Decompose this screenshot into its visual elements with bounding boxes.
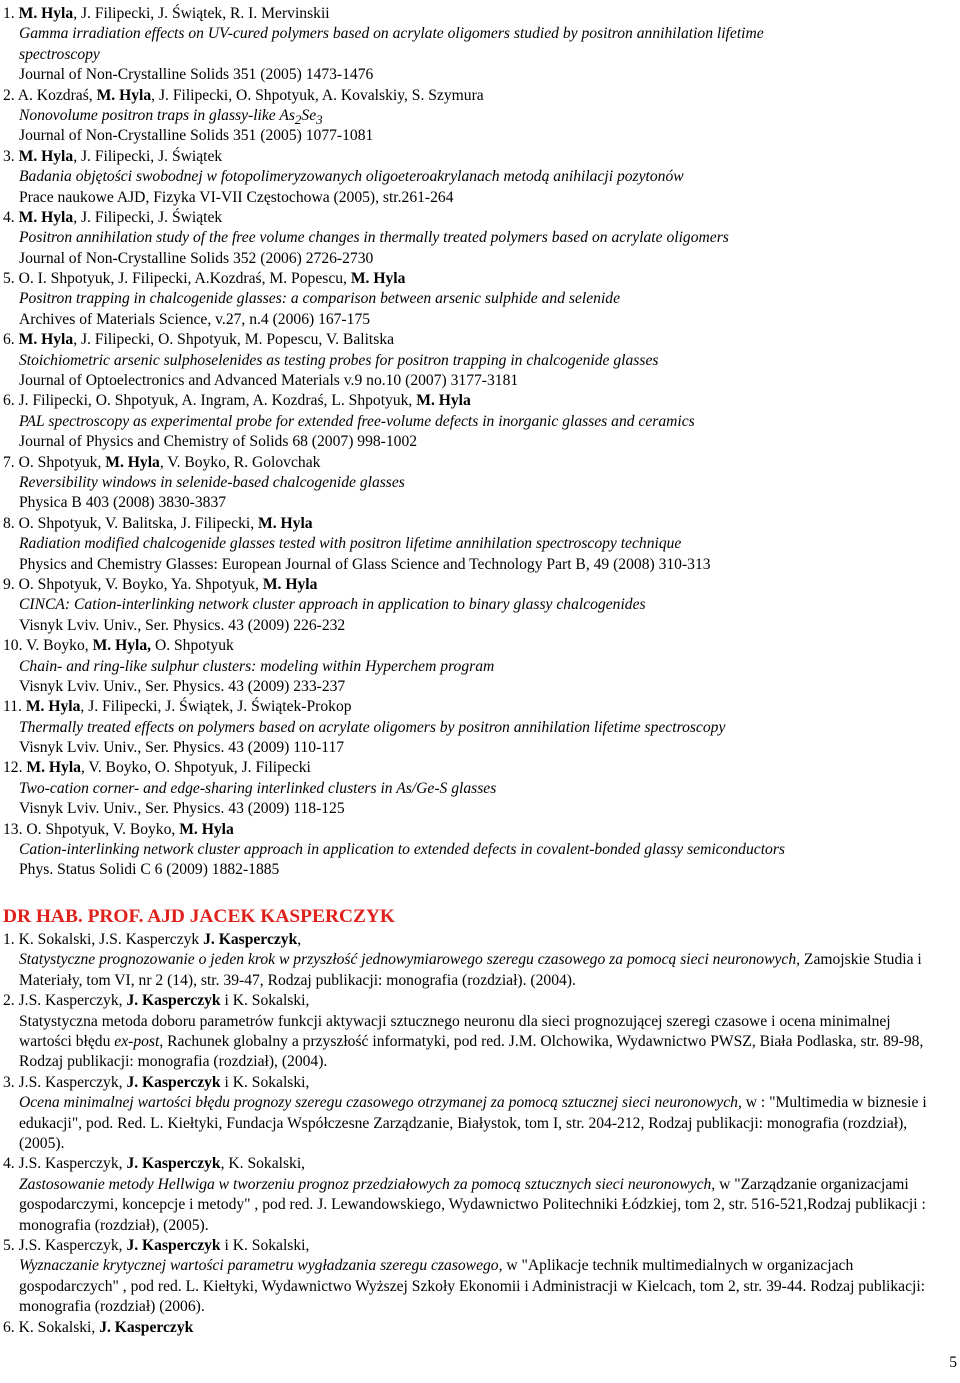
entry-authors xyxy=(3,697,933,717)
entry-title: Chain- and ring-like sulphur clusters: modeling within Hyperchem program xyxy=(19,657,495,675)
author-text: i K. Sokalski, xyxy=(220,1237,310,1255)
entry-source: Phys. Status Solidi C 6 (2009) 1882-1885 xyxy=(19,861,280,879)
entry-authors xyxy=(3,636,933,656)
entry-title: ex-post xyxy=(114,1033,160,1050)
entry-source: Journal of Non-Crystalline Solids 352 (2006) 2726-2730 xyxy=(19,249,374,267)
entry-number: 10. xyxy=(3,637,23,655)
entry-authors xyxy=(3,575,933,595)
entry-title xyxy=(3,106,933,126)
section-heading: DR HAB. PROF. AJD JACEK KASPERCZYK xyxy=(3,906,395,927)
publication-entry xyxy=(3,697,933,758)
section-kasperczyk xyxy=(3,904,933,1338)
entry-authors xyxy=(3,930,933,950)
entry-source: w "Aplikacje technik multimedialnych w organizacjach gospodarczych" , pod red. L. Kiełtyki, Wydawnictwo Wyższej Szkoły Ekonomii i Administracji w Kielcach, tom 2, str. 39-44. Rodzaj publikacji: monografia (rozdział) (2006). xyxy=(19,1257,926,1316)
author-text: O. Shpotyuk, V. Boyko, xyxy=(26,820,180,838)
author-highlight: M. Hyla xyxy=(25,698,81,716)
entry-number: 5. xyxy=(3,1237,15,1255)
entry-number: 4. xyxy=(3,208,15,226)
author-text: , xyxy=(297,931,302,948)
author-highlight: M. Hyla xyxy=(18,5,74,22)
entry-number: 2. xyxy=(3,86,15,104)
entry-number: 6. xyxy=(3,331,15,349)
entry-source: , Rachunek globalny a przyszłość informatyki, pod red. J.M. Olchowika, Wydawnictwo PWSZ, Biała Podlaska, str. 89-98, Rodzaj publikacji: monografia (rozdział), (2004). xyxy=(19,1033,924,1071)
author-highlight: M. Hyla xyxy=(18,147,74,165)
entry-title: Positron trapping in chalcogenide glasses: a comparison between arsenic sulphide and selenide xyxy=(19,290,620,308)
publication-entry xyxy=(3,636,933,697)
entry-authors xyxy=(3,758,933,778)
entry-source: Journal of Physics and Chemistry of Solids 68 (2007) 998-1002 xyxy=(19,433,418,451)
entry-title: CINCA: Cation-interlinking network cluster approach in application to binary glassy chalcogenides xyxy=(19,596,646,614)
author-text: , V. Boyko, O. Shpotyuk, J. Filipecki xyxy=(80,759,311,777)
author-text: O. Shpotyuk, xyxy=(18,453,106,471)
entry-title: Thermally treated effects on polymers based on acrylate oligomers by positron annihilation lifetime spectroscopy xyxy=(19,718,726,736)
author-highlight: M. Hyla xyxy=(262,575,318,593)
entry-number: 7. xyxy=(3,453,15,471)
entry-title: spectroscopy xyxy=(19,45,100,63)
publication-entry xyxy=(3,1318,933,1338)
entry-number: 9. xyxy=(3,575,15,593)
author-text: J. Filipecki, O. Shpotyuk, A. Ingram, A. Kozdraś, L. Shpotyuk, xyxy=(18,392,417,410)
publication-entry xyxy=(3,575,933,636)
author-highlight: M. Hyla xyxy=(350,270,406,288)
entry-title: Radiation modified chalcogenide glasses tested with positron lifetime annihilation spectroscopy technique xyxy=(19,535,682,553)
entry-source: w "Zarządzanie organizacjami gospodarczymi, koncepcje i metody" , pod red. J. Lewandowskiego, Wydawnictwo Politechniki Łódzkiej, tom 2, str. 516-521,Rodzaj publikacji : monografia (rozdział), (2005). xyxy=(19,1175,926,1234)
entry-source: Visnyk Lviv. Univ., Ser. Physics. 43 (2009) 226-232 xyxy=(19,616,346,634)
entry-number: 13. xyxy=(3,820,23,838)
entry-number: 2. xyxy=(3,992,15,1010)
entry-authors xyxy=(3,147,933,167)
author-text: J.S. Kasperczyk, xyxy=(18,992,127,1010)
author-text: , J. Filipecki, J. Świątek, J. Świątek-Prokop xyxy=(80,698,352,716)
author-text: i K. Sokalski, xyxy=(220,992,310,1010)
author-text: , J. Filipecki, O. Shpotyuk, M. Popescu, V. Balitska xyxy=(73,331,395,349)
entry-title: Wyznaczanie krytycznej wartości parametru wygładzania szeregu czasowego, xyxy=(19,1257,503,1275)
publication-entry xyxy=(3,930,933,991)
author-text: A. Kozdraś, xyxy=(17,86,97,104)
publication-entry xyxy=(3,1154,933,1236)
title-text: Se xyxy=(301,106,317,124)
author-text: K. Sokalski, J.S. Kasperczyk xyxy=(18,931,204,948)
publication-list-hyla xyxy=(3,4,933,881)
entry-authors xyxy=(3,1318,933,1338)
entry-body xyxy=(3,1012,933,1073)
entry-number: 4. xyxy=(3,1155,15,1173)
author-text: , J. Filipecki, J. Świątek xyxy=(73,208,223,226)
author-highlight: J. Kasperczyk xyxy=(126,992,221,1010)
entry-title: Badania objętości swobodnej w fotopolimeryzowanych oligoeteroakrylanach metodą anihilacji pozytonów xyxy=(19,168,684,186)
publication-entry xyxy=(3,453,933,514)
author-text: , J. Filipecki, O. Shpotyuk, A. Kovalskiy, S. Szymura xyxy=(151,86,484,104)
entry-source: Visnyk Lviv. Univ., Ser. Physics. 43 (2009) 233-237 xyxy=(19,677,346,695)
author-text: O. Shpotyuk, V. Boyko, Ya. Shpotyuk, xyxy=(18,575,263,593)
entry-authors xyxy=(3,208,933,228)
entry-number: 8. xyxy=(3,514,15,532)
publication-entry xyxy=(3,208,933,269)
author-text: K. Sokalski, xyxy=(18,1318,100,1336)
entry-authors xyxy=(3,1236,933,1256)
author-highlight: M. Hyla xyxy=(96,86,152,104)
publication-entry xyxy=(3,269,933,330)
entry-source: w : "Multimedia w biznesie i edukacji", pod. Red. L. Kiełtyki, Fundacja Współczesne Zarządzanie, Białystok, tom I, str. 204-212, Rodzaj publikacji: monografia (rozdział), (2005). xyxy=(19,1094,927,1153)
entry-source: Physics and Chemistry Glasses: European Journal of Glass Science and Technology Part B, 49 (2008) 310-313 xyxy=(19,555,711,573)
author-highlight: J. Kasperczyk xyxy=(126,1073,221,1091)
publication-list-kasperczyk xyxy=(3,930,933,1338)
author-highlight: J. Kasperczyk xyxy=(99,1318,194,1336)
author-text: , J. Filipecki, J. Świątek xyxy=(73,147,223,165)
author-text: , K. Sokalski, xyxy=(220,1155,306,1173)
entry-title: Zastosowanie metody Hellwiga w tworzeniu prognoz przedziałowych za pomocą sztucznych sieci neuronowych, xyxy=(19,1175,716,1193)
publication-entry xyxy=(3,514,933,575)
entry-authors xyxy=(3,1073,933,1093)
publication-entry xyxy=(3,86,933,147)
entry-authors xyxy=(3,991,933,1011)
entry-body xyxy=(3,1256,933,1317)
entry-source: Prace naukowe AJD, Fizyka VI-VII Częstochowa (2005), str.261-264 xyxy=(19,188,454,206)
entry-source: Archives of Materials Science, v.27, n.4 (2006) 167-175 xyxy=(19,310,371,328)
entry-authors xyxy=(3,1154,933,1174)
subscript: 3 xyxy=(316,112,323,128)
author-text: , J. Filipecki, J. Świątek, R. I. Mervinskii xyxy=(73,5,330,22)
entry-number: 5. xyxy=(3,270,15,288)
entry-authors xyxy=(3,514,933,534)
author-text: O. Shpotyuk xyxy=(151,637,234,655)
author-text: J.S. Kasperczyk, xyxy=(18,1155,127,1173)
entry-source: Physica B 403 (2008) 3830-3837 xyxy=(19,494,227,512)
author-text: , V. Boyko, R. Golovchak xyxy=(159,453,321,471)
entry-title: PAL spectroscopy as experimental probe for extended free-volume defects in inorganic glasses and ceramics xyxy=(19,412,695,430)
entry-title: Two-cation corner- and edge-sharing interlinked clusters in As/Ge-S glasses xyxy=(19,779,497,797)
entry-source: Visnyk Lviv. Univ., Ser. Physics. 43 (2009) 118-125 xyxy=(19,800,345,818)
author-highlight: M. Hyla xyxy=(258,514,313,532)
entry-number: 6. xyxy=(3,1318,15,1336)
author-text: O. I. Shpotyuk, J. Filipecki, A.Kozdraś, M. Popescu, xyxy=(18,270,351,288)
author-text: O. Shpotyuk, V. Balitska, J. Filipecki, xyxy=(18,514,259,532)
publication-entry xyxy=(3,1236,933,1318)
entry-number: 3. xyxy=(3,147,15,165)
author-text: i K. Sokalski, xyxy=(220,1073,310,1091)
entry-number: 1. xyxy=(3,5,15,22)
author-highlight: M. Hyla xyxy=(416,392,471,410)
entry-authors xyxy=(3,4,933,24)
author-highlight: J. Kasperczyk xyxy=(203,931,298,948)
entry-title: Ocena minimalnej wartości błędu prognozy szeregu czasowego otrzymanej za pomocą sztucznej sieci neuronowych, xyxy=(19,1094,742,1112)
author-text: J.S. Kasperczyk, xyxy=(18,1237,127,1255)
entry-title: Cation-interlinking network cluster approach in application to extended defects in covalent-bonded glassy semiconductors xyxy=(19,841,785,859)
title-text: Nonovolume positron traps in glassy-like As xyxy=(19,106,295,124)
author-highlight: M. Hyla xyxy=(179,820,234,838)
publication-entry xyxy=(3,147,933,208)
publication-entry xyxy=(3,4,933,86)
author-highlight: J. Kasperczyk xyxy=(126,1155,221,1173)
entry-authors xyxy=(3,86,933,106)
entry-authors xyxy=(3,269,933,289)
entry-source: Journal of Non-Crystalline Solids 351 (2005) 1473-1476 xyxy=(19,66,374,84)
entry-number: 12. xyxy=(3,759,23,777)
entry-authors xyxy=(3,453,933,473)
publication-entry xyxy=(3,391,933,452)
author-highlight: M. Hyla xyxy=(26,759,81,777)
author-highlight: M. Hyla, xyxy=(92,637,152,655)
page-number: 5 xyxy=(949,1354,957,1371)
entry-title: Statystyczne prognozowanie o jeden krok w przyszłość jednowymiarowego szeregu czasowego za pomocą sieci neuronowych, xyxy=(19,951,801,969)
author-highlight: M. Hyla xyxy=(105,453,160,471)
entry-source: Visnyk Lviv. Univ., Ser. Physics. 43 (2009) 110-117 xyxy=(19,739,345,757)
author-highlight: M. Hyla xyxy=(18,208,74,226)
entry-source: Zamojskie Studia i Materiały, tom VI, nr 2 (14), str. 39-47, Rodzaj publikacji: monografia (rozdział). (2004). xyxy=(19,951,922,989)
entry-source: Journal of Non-Crystalline Solids 351 (2005) 1077-1081 xyxy=(19,127,374,145)
entry-title: Reversibility windows in selenide-based chalcogenide glasses xyxy=(19,473,405,491)
entry-number: 11. xyxy=(3,698,22,716)
entry-body xyxy=(3,1175,933,1236)
entry-authors xyxy=(3,820,933,840)
entry-body xyxy=(3,1093,933,1154)
entry-number: 1. xyxy=(3,931,15,948)
author-highlight: M. Hyla xyxy=(18,331,74,349)
entry-source: Statystyczna metoda doboru parametrów funkcji aktywacji sztucznego neuronu dla sieci prognozującej szeregi czasowe i ocena minimalnej wartości błędu xyxy=(19,1012,891,1050)
entry-authors xyxy=(3,330,933,350)
subscript: 2 xyxy=(294,112,302,128)
entry-title: Gamma irradiation effects on UV-cured polymers based on acrylate oligomers studied by positron annihilation lifetime xyxy=(19,25,764,43)
author-text: J.S. Kasperczyk, xyxy=(18,1073,127,1091)
publication-entry xyxy=(3,991,933,1073)
publication-entry xyxy=(3,1073,933,1155)
author-highlight: J. Kasperczyk xyxy=(126,1237,221,1255)
entry-number: 3. xyxy=(3,1073,15,1091)
entry-number: 6. xyxy=(3,392,15,410)
author-text: V. Boyko, xyxy=(26,637,93,655)
publication-entry xyxy=(3,330,933,391)
entry-body xyxy=(3,950,933,991)
entry-title: Positron annihilation study of the free volume changes in thermally treated polymers based on acrylate oligomers xyxy=(19,229,729,247)
entry-title: Stoichiometric arsenic sulphoselenides as testing probes for positron trapping in chalcogenide glasses xyxy=(19,351,659,369)
entry-source: Journal of Optoelectronics and Advanced Materials v.9 no.10 (2007) 3177-3181 xyxy=(19,372,519,390)
publication-entry xyxy=(3,758,933,819)
entry-authors xyxy=(3,391,933,411)
publication-entry xyxy=(3,820,933,881)
